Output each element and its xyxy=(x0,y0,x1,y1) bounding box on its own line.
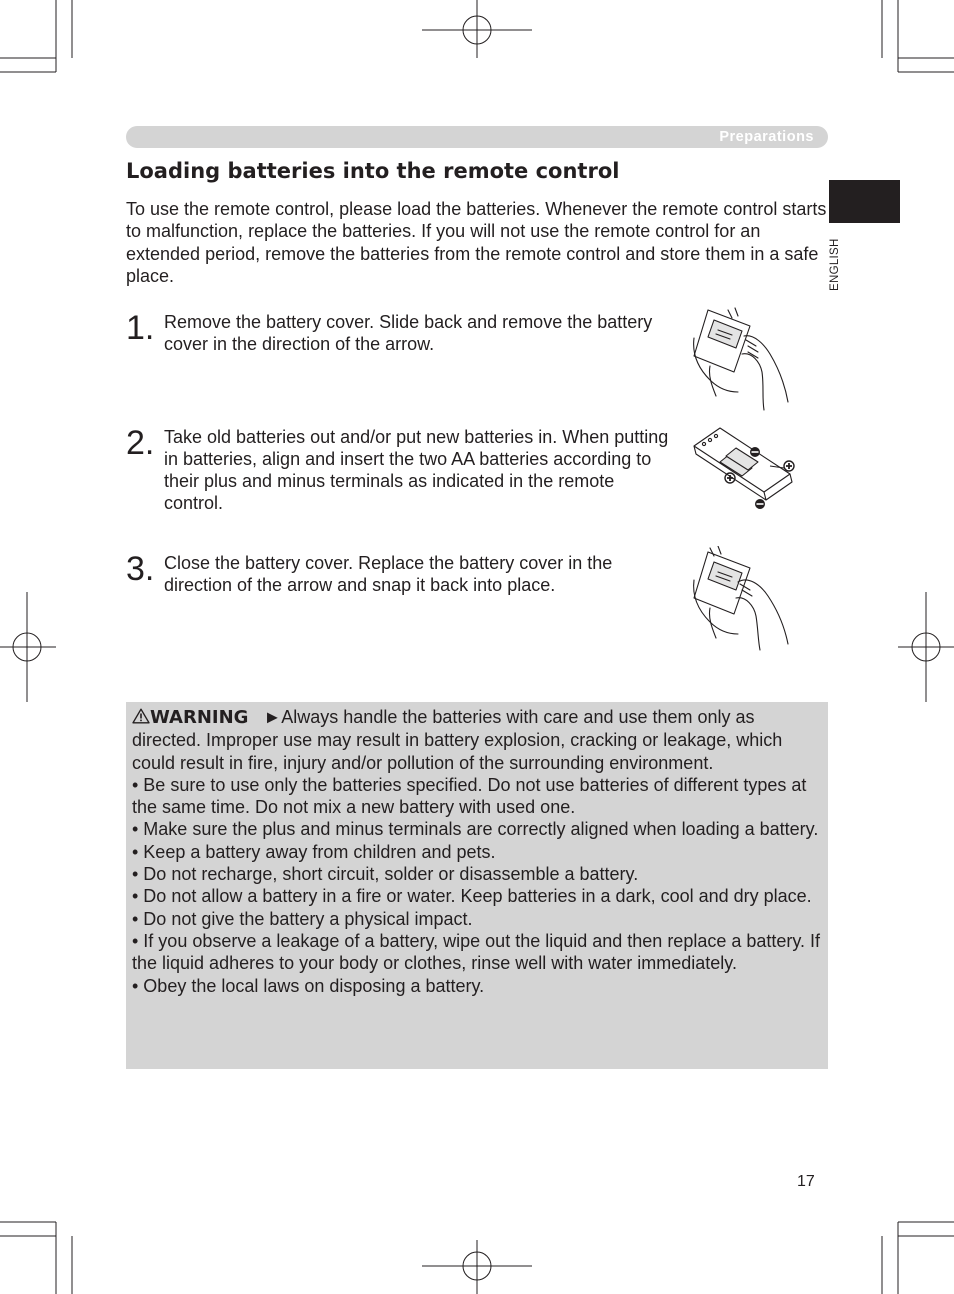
warning-item: • If you observe a leakage of a battery, wipe out the liquid and then replace a battery. If the liquid adheres to your body or clothes, rinse well with water immediately. xyxy=(132,930,821,974)
page-title: Loading batteries into the remote control xyxy=(126,159,620,183)
warning-triangle-icon xyxy=(132,708,150,724)
warning-item: • Do not give the battery a physical impact. xyxy=(132,908,473,929)
page-number: 17 xyxy=(797,1173,815,1190)
step-text: Close the battery cover. Replace the battery cover in the direction of the arrow and snap it back into place. xyxy=(164,553,613,595)
intro-paragraph: To use the remote control, please load the batteries. Whenever the remote control starts to malfunction, replace the batteries. If you will not use the remote control for an extended period, remove the batteries from the remote control and store them in a safe place. xyxy=(126,199,827,286)
warning-content xyxy=(132,706,822,997)
warning-label: WARNING xyxy=(150,707,249,728)
step-number: 1. xyxy=(126,309,155,347)
step-number: 3. xyxy=(126,550,155,588)
section-label: Preparations xyxy=(719,129,814,145)
remove-cover-illustration xyxy=(688,306,796,412)
warning-item: • Be sure to use only the batteries specified. Do not use batteries of different types at the same time. Do not mix a new battery with used one. xyxy=(132,774,807,818)
language-tab xyxy=(829,180,900,223)
minus-terminal-icon xyxy=(755,499,765,509)
step-number: 2. xyxy=(126,424,155,462)
step-text: Take old batteries out and/or put new batteries in. When putting in batteries, align and insert the two AA batteries according to their plus and minus terminals as indicated in the remote control. xyxy=(164,427,669,513)
plus-terminal-icon xyxy=(784,461,794,471)
warning-lead-paragraph xyxy=(132,706,822,774)
minus-terminal-icon xyxy=(750,447,760,457)
warning-item: • Do not allow a battery in a fire or water. Keep batteries in a dark, cool and dry place. xyxy=(132,886,812,907)
insert-batteries-illustration xyxy=(690,424,802,518)
close-cover-illustration xyxy=(688,546,796,652)
warning-item: • Keep a battery away from children and pets. xyxy=(132,841,496,862)
warning-item: • Make sure the plus and minus terminals are correctly aligned when loading a battery. xyxy=(132,819,819,840)
section-header-bar xyxy=(126,126,828,148)
step-text: Remove the battery cover. Slide back and remove the battery cover in the direction of the arrow. xyxy=(164,312,653,354)
language-tab-label: ENGLISH xyxy=(829,238,841,291)
warning-item: • Do not recharge, short circuit, solder or disassemble a battery. xyxy=(132,864,639,885)
warning-box xyxy=(126,702,828,1069)
warning-lead-text: ►Always handle the batteries with care and use them only as directed. Improper use may result in battery explosion, cracking or leakage, which could result in fire, injury and/or pollution of the surrounding environment. xyxy=(132,707,783,773)
warning-item: • Obey the local laws on disposing a battery. xyxy=(132,975,485,996)
